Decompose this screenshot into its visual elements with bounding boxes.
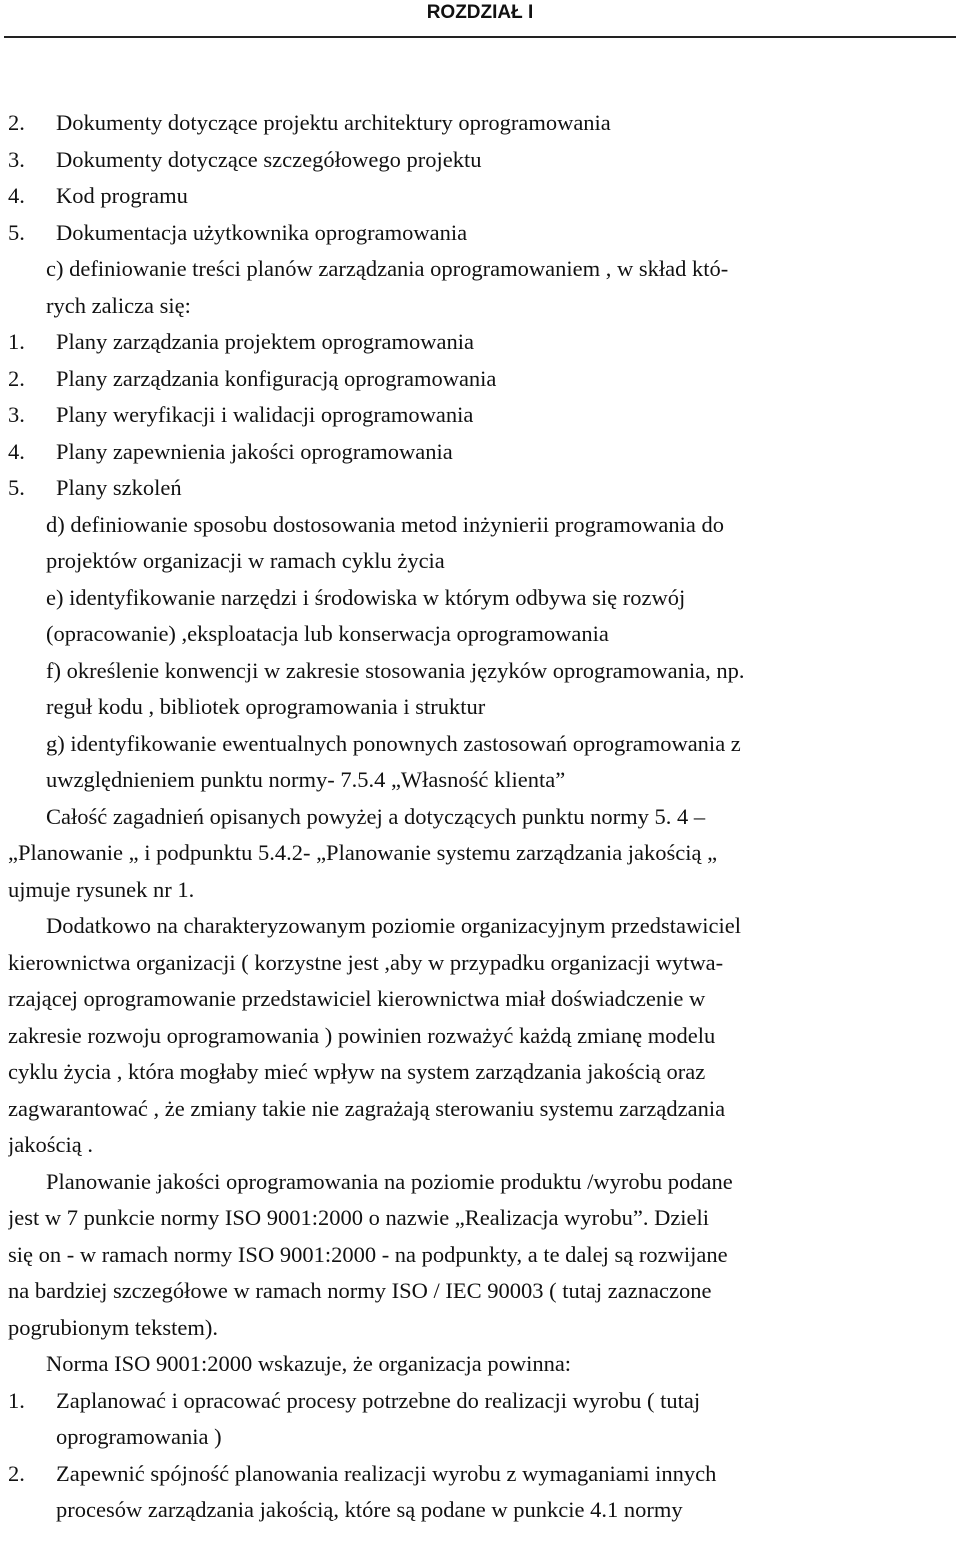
norm-item: 2. Zapewnić spójność planowania realizacji wyrobu z wymaganiami innych [8, 1460, 717, 1486]
item-f-line: f) określenie konwencji w zakresie stosowania języków oprogramowania, np. [46, 657, 745, 683]
item-d-line: projektów organizacji w ramach cyklu życia [46, 548, 445, 573]
list-item: 5. Dokumentacja użytkownika oprogramowania [8, 219, 468, 245]
item-e-line: (opracowanie) ,eksploatacja lub konserwacja oprogramowania [46, 621, 609, 646]
plan-item: 4. Plany zapewnienia jakości oprogramowania [8, 438, 453, 464]
plan-item: 2. Plany zarządzania konfiguracją oprogramowania [8, 365, 497, 391]
plan-item: 1. Plany zarządzania projektem oprogramowania [8, 329, 474, 354]
list-item: 4. Kod programu [8, 183, 188, 208]
summary-line: ujmuje rysunek nr 1. [8, 876, 195, 902]
item-g-line: g) identyfikowanie ewentualnych ponownych zastosowań oprogramowania z [46, 730, 741, 756]
paragraph-line: kierownictwa organizacji ( korzystne jest ,aby w przypadku organizacji wytwa- [8, 949, 724, 975]
item-c-line: rych zalicza się: [46, 292, 191, 318]
paragraph-line: Dodatkowo na charakteryzowanym poziomie organizacyjnym przedstawiciel [46, 913, 741, 938]
summary-line: „Planowanie „ i podpunktu 5.4.2- „Planowanie systemu zarządzania jakością „ [8, 840, 718, 865]
item-c-line: c) definiowanie treści planów zarządzania oprogramowaniem , w skład któ- [46, 256, 729, 281]
page-title: ROZDZIAŁ I [426, 2, 534, 23]
paragraph-line: cyklu życia , która mogłaby mieć wpływ na system zarządzania jakością oraz [8, 1059, 706, 1084]
paragraph-line: rzającej oprogramowanie przedstawiciel kierownictwa miał doświadczenie w [8, 986, 706, 1011]
list-item: 2. Dokumenty dotyczące projektu architektury oprogramowania [8, 110, 611, 135]
item-g-line: uwzględnieniem punktu normy- 7.5.4 „Własność klienta” [46, 767, 566, 792]
paragraph-line: zakresie rozwoju oprogramowania ) powinien rozważyć każdą zmianę modelu [8, 1022, 716, 1048]
paragraph-line: Planowanie jakości oprogramowania na poziomie produktu /wyrobu podane [46, 1168, 733, 1194]
plan-item: 3. Plany weryfikacji i walidacji oprogramowania [8, 402, 474, 427]
item-d-line: d) definiowanie sposobu dostosowania metod inżynierii programowania do [46, 511, 724, 537]
norm-item-continuation: oprogramowania ) [56, 1424, 222, 1449]
summary-line: Całość zagadnień opisanych powyżej a dotyczących punktu normy 5. 4 – [46, 803, 706, 829]
paragraph-line: pogrubionym tekstem). [8, 1314, 218, 1340]
norm-item: 1. Zaplanować i opracować procesy potrzebne do realizacji wyrobu ( tutaj [8, 1387, 701, 1413]
paragraph-line: jakością . [8, 1132, 93, 1157]
norm-item-continuation: procesów zarządzania jakością, które są podane w punkcie 4.1 normy [56, 1497, 683, 1522]
item-f-line: reguł kodu , bibliotek oprogramowania i struktur [46, 694, 486, 719]
item-e-line: e) identyfikowanie narzędzi i środowiska w którym odbywa się rozwój [46, 584, 686, 610]
plan-item: 5. Plany szkoleń [8, 475, 182, 500]
paragraph-line: się on - w ramach normy ISO 9001:2000 - na podpunkty, a te dalej są rozwijane [8, 1241, 728, 1267]
paragraph-line: zagwarantować , że zmiany takie nie zagrażają sterowaniu systemu zarządzania [8, 1095, 726, 1121]
paragraph-line: na bardziej szczegółowe w ramach normy ISO / IEC 90003 ( tutaj zaznaczone [8, 1278, 712, 1303]
header-divider [4, 36, 956, 38]
list-item: 3. Dokumenty dotyczące szczegółowego projektu [8, 146, 482, 172]
paragraph-line: jest w 7 punkcie normy ISO 9001:2000 o nazwie „Realizacja wyrobu”. Dzieli [8, 1205, 710, 1230]
document-body [8, 105, 952, 1529]
norm-intro: Norma ISO 9001:2000 wskazuje, że organizacja powinna: [46, 1351, 572, 1376]
